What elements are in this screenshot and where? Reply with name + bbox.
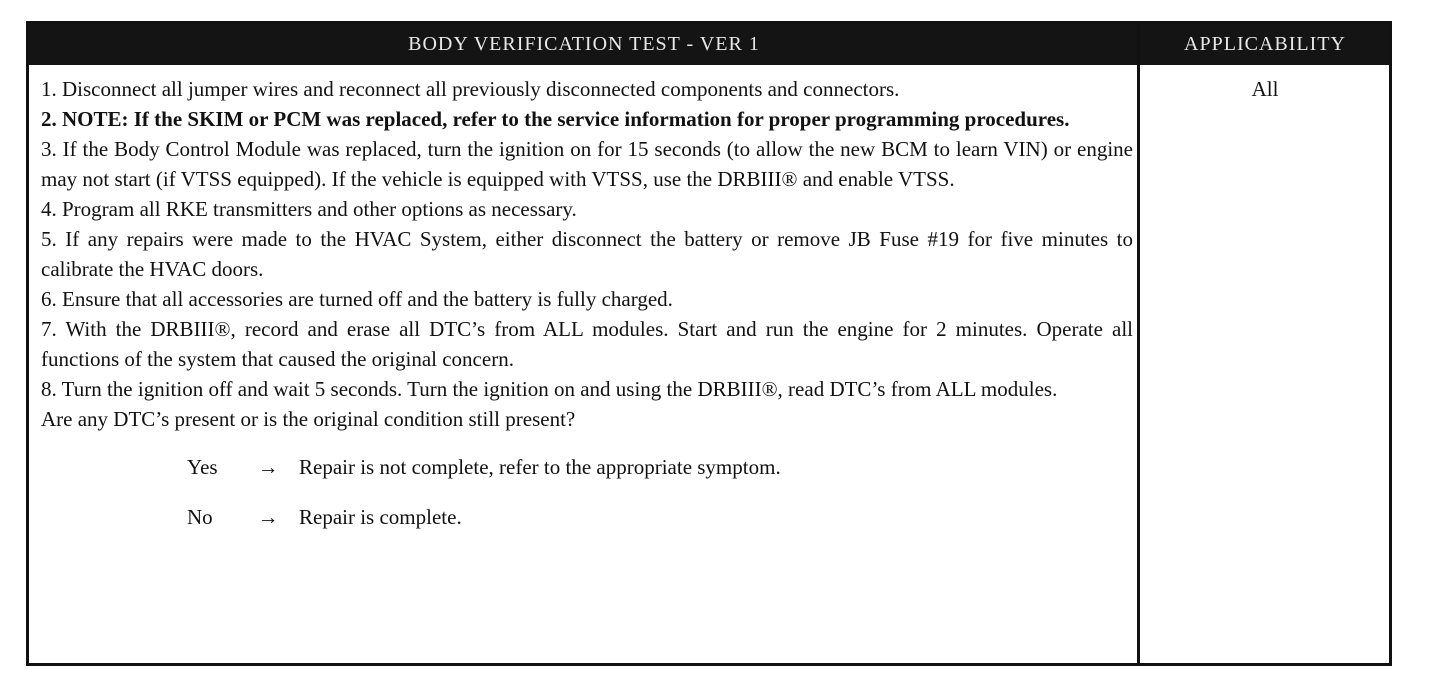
arrow-right-icon: → [257,505,279,529]
table-title: BODY VERIFICATION TEST - VER 1 [408,33,760,55]
step-6: 6. Ensure that all accessories are turned off and the battery is fully charged. [41,287,673,311]
answer-yes-label: Yes [187,455,218,479]
answer-yes-text: Repair is not complete, refer to the appropriate symptom. [299,455,781,479]
test-question: Are any DTC’s present or is the original condition still present? [41,407,576,431]
step-7: 7. With the DRBIII®, record and erase all DTC’s from ALL modules. Start and run the engine for 2 minutes. Operate all functions of the system that caused the original concern. [41,317,1133,371]
applicability-value: All [1251,77,1279,101]
answer-no-label: No [187,505,213,529]
procedure-cell [41,74,1133,552]
answer-yes [187,452,1133,502]
step-2-note: 2. NOTE: If the SKIM or PCM was replaced, refer to the service information for proper programming procedures. [41,107,1070,131]
step-5: 5. If any repairs were made to the HVAC System, either disconnect the battery or remove JB Fuse #19 for five minutes to calibrate the HVAC doors. [41,227,1133,281]
answer-list [187,452,1133,552]
verification-test-table [26,21,1392,666]
column-divider [1137,24,1140,663]
answer-no [187,502,1133,552]
step-8: 8. Turn the ignition off and wait 5 seconds. Turn the ignition on and using the DRBIII®, read DTC’s from ALL modules. [41,377,1058,401]
step-4: 4. Program all RKE transmitters and other options as necessary. [41,197,577,221]
step-1: 1. Disconnect all jumper wires and reconnect all previously disconnected components and connectors. [41,77,900,101]
table-header [29,24,1389,65]
arrow-right-icon: → [257,455,279,479]
applicability-header: APPLICABILITY [1184,33,1346,55]
answer-no-text: Repair is complete. [299,505,462,529]
step-3: 3. If the Body Control Module was replaced, turn the ignition on for 15 seconds (to allow the new BCM to learn VIN) or engine may not start (if VTSS equipped). If the vehicle is equipped with VTSS, use the DRBIII® and enable VTSS. [41,137,1133,191]
